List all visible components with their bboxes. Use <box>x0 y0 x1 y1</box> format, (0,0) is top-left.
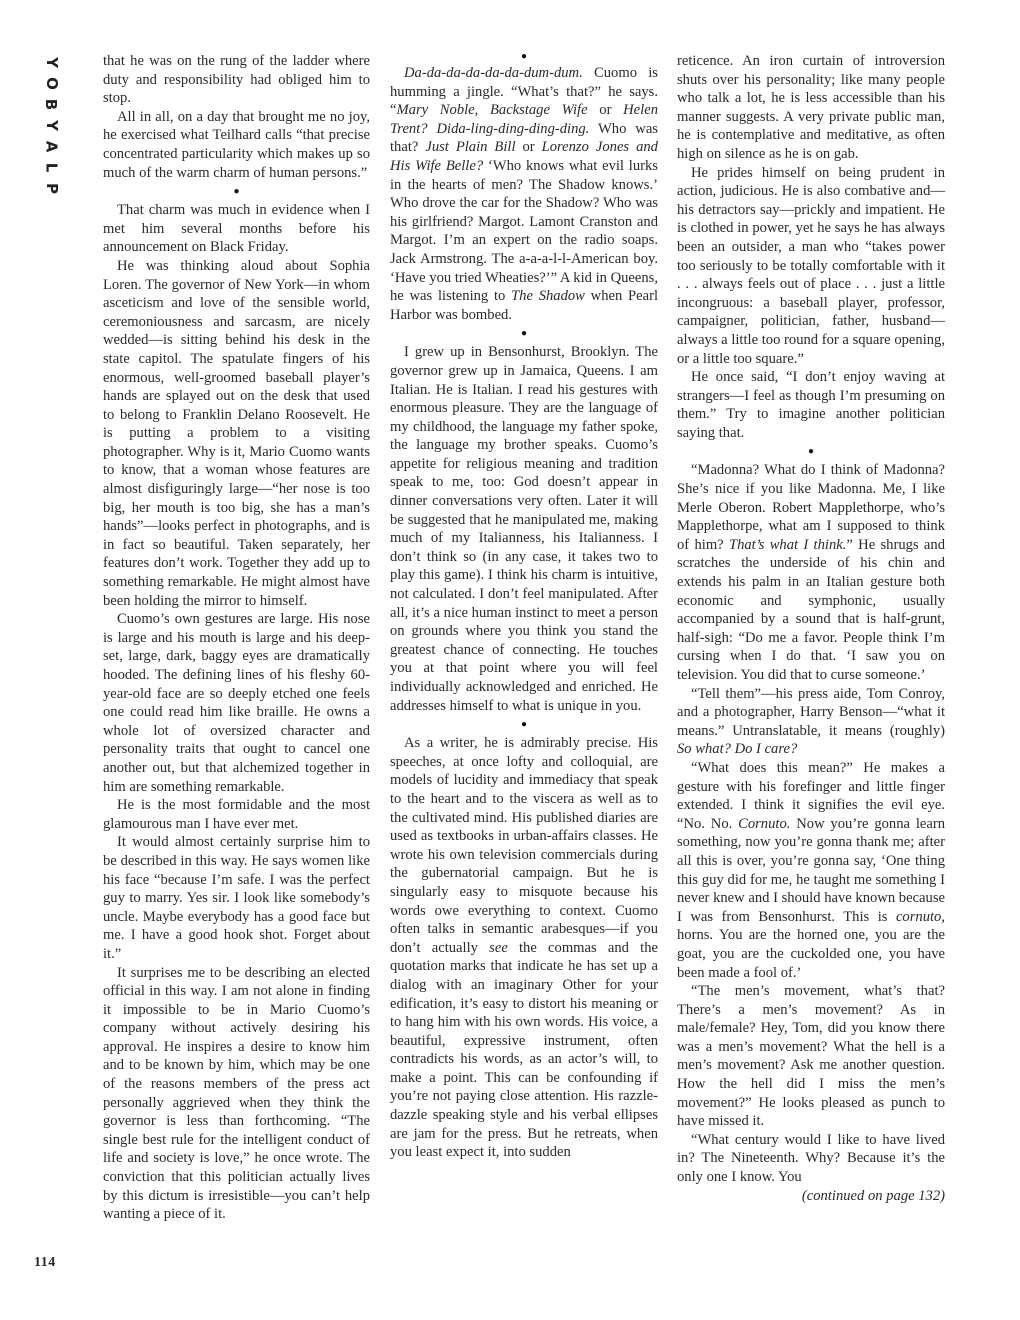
italic-text: That’s what I think. <box>728 536 847 553</box>
text-run: when Pearl Harbor was bombed. <box>390 288 658 323</box>
page-number: 114 <box>34 1255 56 1270</box>
masthead-letter: A <box>42 140 61 153</box>
paragraph: He was thinking aloud about Sophia Loren. The governor of New York—in whom asceticism and love of the sensible world, ceremoniousness and sarcasm, are nicely wedded—is sitting behind his desk in the state capitol. The spatulate fingers of his enormous, well-groomed baseball player’s hands are splayed out on the desk that used to belong to Franklin Delano Roosevelt. He is putting a problem to a visiting photographer. Why is it, Mario Cuomo wants to know, that a woman whose features are almost disfiguringly large—“her nose is too big, her mouth is too big, she has a man’s hands”—looks perfect in photographs, and is in fact so beautiful. Taken separately, her features don’t work. Together they add up to something remarkable. He might almost have been holding the mirror to himself. <box>103 257 370 609</box>
italic-text: Mary Noble, Backstage Wife <box>396 102 588 119</box>
text-run: “What does this mean?” He makes a gesture with his forefinger and little finger extended. I think it signifies the evil eye. “No. No. <box>677 759 945 832</box>
paragraph: “The men’s movement, what’s that? There’s a men’s movement? As in male/female? Hey, Tom, did you know there was a men’s movement? What the hell is a men’s movement? Ask me another question. How the hell did I miss the men’s movement?” He looks pleased as punch to have missed it. <box>677 983 945 1130</box>
paragraph: He once said, “I don’t enjoy waving at strangers—I feel as though I’m presuming on them.” Try to imagine another politician saying that. <box>677 369 945 441</box>
text-run: “Madonna? What do I think of Madonna? She’s nice if you like Madonna. Me, I like Merle Oberon. Robert Mapplethorpe, who’s Mapplethorpe, what am I supposed to think of him? <box>677 462 945 553</box>
paragraph <box>677 759 945 982</box>
paragraph: That charm was much in evidence when I met him several months before his announcement on Black Friday. <box>103 202 370 256</box>
paragraph: He prides himself on being prudent in action, judicious. He is also combative and—his detractors say—prickly and impatient. He is clothed in power, yet he says he has always been an outsider, a man who “takes power too seriously to be totally comfortable with it . . . always feels out of place . . . just a little incongruous: a baseball player, professor, campaigner, politician, father, husband—always a little too round for a square opening, or a little too square.” <box>677 164 945 367</box>
italic-text: cornuto, <box>895 908 945 925</box>
section-bullet: ● <box>520 328 528 340</box>
text-run: the commas and the quotation marks that indicate he has set up a dialog with an imaginary Other for your edification, it’s easy to distort his meaning or to hang him with his own words. His voice, a beautiful, expressive instrument, often contradicts his words, as an actor’s will, to make a point. This can be confounding if you’re not paying close attention. His razzle-dazzle speaking style and his verbal ellipses are jam for the press. But he retreats, when you least expect it, into sudden <box>390 939 658 1161</box>
paragraph: Cuomo’s own gestures are large. His nose is large and his mouth is large and his deep-set, large, dark, baggy eyes are dramatically hooded. The defining lines of his fleshy 60-year-old face are so deeply etched one feels one could read him like braille. He owns a whole lot of oversized character and personality traits that ought to cancel one another out, but that alchemized together in him are something remarkable. <box>103 611 370 795</box>
section-bullet: ● <box>233 186 240 198</box>
masthead-letter: P <box>42 183 61 194</box>
text-run: Now you’re gonna learn something, now you’re gonna thank me; after all this is over, you’re gonna say, ‘One thing this guy did for me, he taught me something I never knew and I should have known because I was from Bensonhurst. This is <box>677 815 945 925</box>
paragraph: “What century would I like to have lived in? The Nineteenth. Why? Because it’s the only one I know. You <box>677 1131 945 1186</box>
paragraph: It would almost certainly surprise him to be described in this way. He says women like his face “because I’m safe. I was the perfect guy to marry. Yes sir. I look like somebody’s uncle. Maybe everybody has a good face but me. I have a good hook shot. Forget about it.” <box>103 834 370 962</box>
section-bullet: ● <box>520 51 528 62</box>
paragraph: reticence. An iron curtain of introversion shuts over his personality; like many people who talk a lot, he is less accessible than his manner suggests. A very private public man, he is contemplative and meditative, as often high on silence as he is on gab. <box>677 53 945 162</box>
masthead-letter: B <box>42 98 61 111</box>
text-run: Who was that? <box>390 120 658 156</box>
text-run: or <box>587 102 624 119</box>
column-3 <box>677 52 945 1205</box>
masthead-letter: Y <box>42 57 61 68</box>
italic-text: Just Plain Bill <box>425 139 516 156</box>
paragraph <box>390 64 658 324</box>
italic-text: The Shadow <box>511 288 585 305</box>
text-run: ‘Who knows what evil lurks in the hearts of men? The Shadow knows.’ Who drove the car for the Shadow? Who was his girlfriend? Margot. Lamont Cranston and Margot. I’m an expert on the radio soaps. Jack Armstrong. The a-a-a-l-l-American boy. ‘Have you tried Wheaties?’” A kid in Queens, he was listening to <box>390 157 659 305</box>
italic-text: Lorenzo Jones and His Wife Belle? <box>390 139 658 174</box>
italic-text: see <box>489 939 508 956</box>
text-run: ” He shrugs and scratches the underside of his chin and extends his palm in an Italian gesture both economic and symphonic, usually accompanied by a sound that is half-grunt, half-sigh: “Do me a favor. People think I’m cursing when I do that. ‘I saw you on television. You did that to curse someone.’ <box>677 536 945 683</box>
text-run: or <box>515 139 542 156</box>
paragraph <box>677 685 945 759</box>
italic-text: Da-da-da-da-da-da-dum-dum. <box>404 65 583 81</box>
italic-text: So what? Do I care? <box>677 741 798 758</box>
text-run: horns. You are the horned one, you are the goat, you are the cuckolded one, you have been made a fool of.’ <box>677 927 945 981</box>
masthead-vertical <box>30 52 66 199</box>
text-run: Cuomo is humming a jingle. “What’s that?” he says. “ <box>390 65 658 119</box>
text-run: As a writer, he is admirably precise. His speeches, at once lofty and colloquial, are models of lucidity and immediacy that speak to the heart and to the viscera as well as to the cultivated mind. His published diaries are used as textbooks in urban-affairs classes. He wrote his own television commercials during the gubernatorial campaign. But he is singularly easy to misquote because his words owe everything to context. Cuomo often talks in semantic arabesques—if you don’t actually <box>390 735 658 956</box>
column-2 <box>390 52 658 1162</box>
section-bullet: ● <box>807 446 815 458</box>
continued-notice: (continued on page 132) <box>801 1187 945 1204</box>
section-bullet: ● <box>520 719 528 731</box>
column-1 <box>103 52 370 1224</box>
paragraph: I grew up in Bensonhurst, Brooklyn. The governor grew up in Jamaica, Queens. I am Italian. He is Italian. I read his gestures with enormous pleasure. They are the language of my childhood, the language my father spoke, the language my brother speaks. Cuomo’s appetite for religious meaning and tradition speak to me, too: God doesn’t appear in dinner conversations very often. Later it will be suggested that he manipulated me, making much of my Italianness, his Italianness. I don’t think so (in any case, it takes two to play this game). I think his charm is intuitive, not calculated. I don’t feel manipulated. After all, it’s a nice human instinct to meet a person on grounds where you think you stand the greatest chance of connecting. He touches you at that point where you will feel individually acknowledged and enriched. He addresses himself to what is unique in you. <box>390 344 658 714</box>
paragraph: He is the most formidable and the most glamourous man I have ever met. <box>103 797 370 832</box>
masthead-letter: Y <box>42 120 61 131</box>
paragraph <box>390 734 658 1162</box>
paragraph <box>677 461 945 684</box>
text-run: “Tell them”—his press aide, Tom Conroy, and a photographer, Harry Benson—“what it means.” Untranslatable, it means (roughly) <box>677 685 945 739</box>
paragraph: that he was on the rung of the ladder where duty and responsibility had obliged him to stop. <box>103 53 370 107</box>
masthead-letter: O <box>42 77 61 90</box>
paragraph: It surprises me to be describing an elected official in this way. I am not alone in finding it impossible to be in Mario Cuomo’s company without actively desiring his approval. He inspires a desire to know him and to be known by him, which may be one of the reasons members of the press act personally aggrieved when they think the governor is less than forthcoming. “The single best rule for the intelligent conduct of life and society is love,” he once wrote. The conviction that this politician actually lives by this dictum is irresistible—you can’t help wanting a piece of it. <box>103 964 370 1223</box>
italic-text: Cornuto. <box>738 815 791 832</box>
paragraph: All in all, on a day that brought me no joy, he exercised what Teilhard calls “that precise concentrated particularity which makes up so much of the warm charm of human persons.” <box>103 108 370 181</box>
masthead-letter: L <box>42 162 61 173</box>
italic-text: Helen Trent? Dida-ling-ding-ding-ding. <box>390 102 658 137</box>
